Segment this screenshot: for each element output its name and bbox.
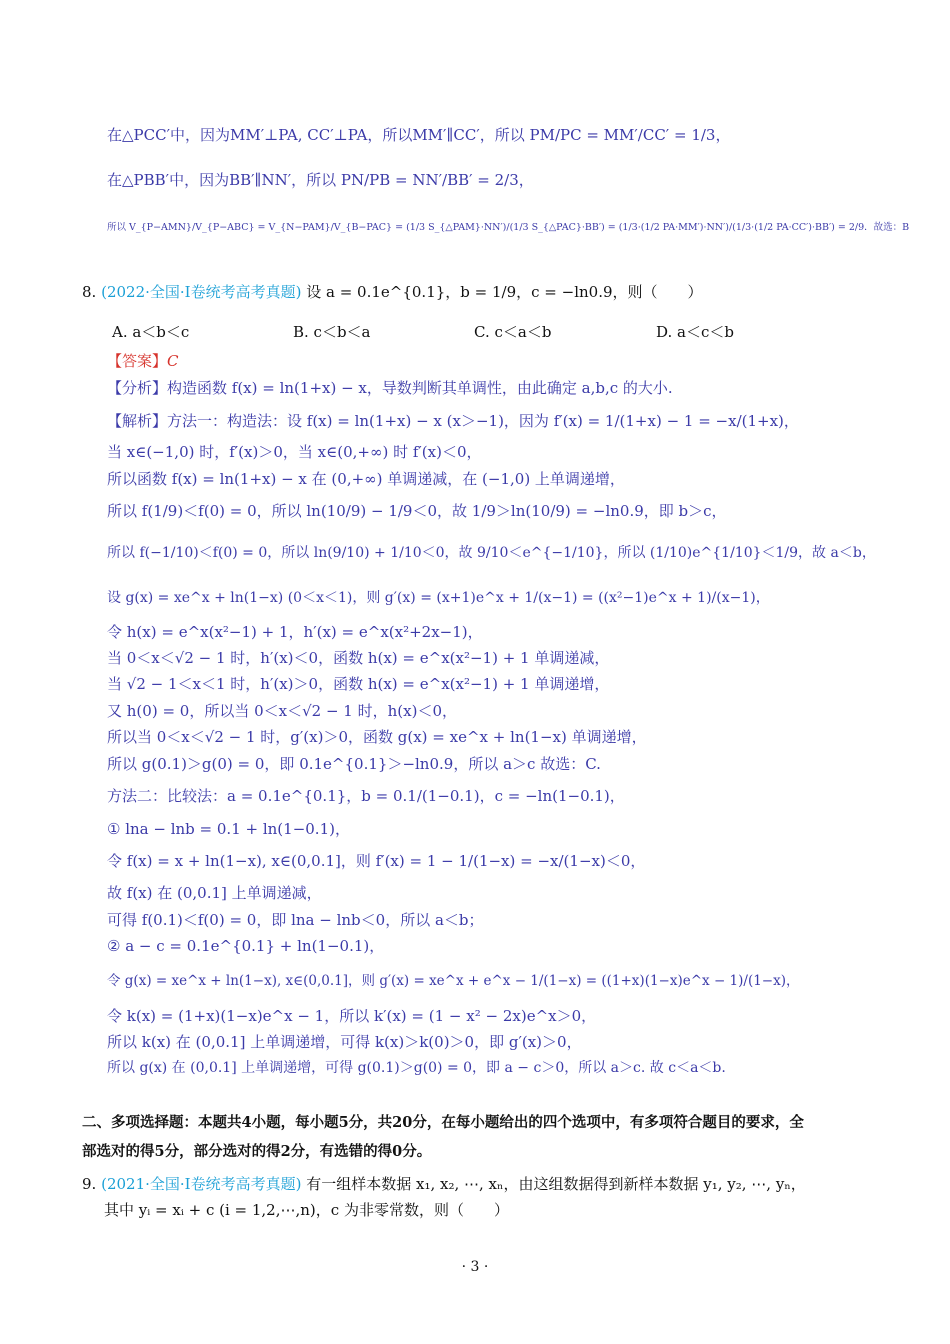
option-c: C. c＜a＜b (474, 323, 552, 341)
solution-line: 故 f(x) 在 (0,0.1] 上单调递减， (107, 884, 322, 902)
question-stem: 有一组样本数据 x₁, x₂, ⋯, xₙ，由这组数据得到新样本数据 y₁, y₂, ⋯, yₙ， (306, 1175, 806, 1193)
solution-line: 令 k(x) = (1+x)(1−x)e^x − 1，所以 k′(x) = (1 − x² − 2x)e^x＞0， (107, 1007, 597, 1025)
solution-line: 设 g(x) = xe^x + ln(1−x) (0＜x＜1)，则 g′(x) = (x+1)e^x + 1/(x−1) = ((x²−1)e^x + 1)/(x−1)， (107, 590, 770, 606)
option-d: D. a＜c＜b (656, 323, 734, 341)
question-source: (2021·全国·I卷统考高考真题) (101, 1175, 302, 1193)
solution-line: 又 h(0) = 0，所以当 0＜x＜√2 − 1 时，h(x)＜0， (107, 702, 457, 720)
solution-line: 所以 k(x) 在 (0,0.1] 上单调递增，可得 k(x)＞k(0)＞0，即 g′(x)＞0， (107, 1033, 582, 1051)
solution-line: 【解析】方法一：构造法：设 f(x) = ln(1+x) − x (x＞−1)，因为 f′(x) = 1/(1+x) − 1 = −x/(1+x)， (107, 412, 799, 430)
question-number: 9. (82, 1175, 97, 1193)
page-number: · 3 · (461, 1259, 489, 1275)
solution-line: ① lna − lnb = 0.1 + ln(1−0.1)， (107, 820, 350, 838)
solution-line: 所以 f(−1/10)＜f(0) = 0，所以 ln(9/10) + 1/10＜0，故 9/10＜e^{−1/10}，所以 (1/10)e^{1/10}＜1/9，故 a＜b， (107, 545, 876, 561)
question-number: 8. (82, 283, 97, 301)
solution-line: 可得 f(0.1)＜f(0) = 0，即 lna − lnb＜0，所以 a＜b； (107, 911, 484, 929)
solution-line: 在△PCC′中，因为MM′⊥PA, CC′⊥PA，所以MM′∥CC′，所以 PM/PC = MM′/CC′ = 1/3， (107, 126, 731, 144)
solution-line: 所以函数 f(x) = ln(1+x) − x 在 (0,+∞) 单调递减，在 (−1,0) 上单调递增， (107, 470, 625, 488)
solution-line: 所以 g(x) 在 (0,0.1] 上单调递增，可得 g(0.1)＞g(0) = 0，即 a − c＞0，所以 a＞c. 故 c＜a＜b. (107, 1060, 726, 1076)
solution-line: 所以当 0＜x＜√2 − 1 时，g′(x)＞0，函数 g(x) = xe^x + ln(1−x) 单调递增， (107, 728, 647, 746)
analysis-line: 【分析】构造函数 f(x) = ln(1+x) − x，导数判断其单调性，由此确定 a,b,c 的大小. (107, 379, 673, 397)
solution-line: 当 x∈(−1,0) 时，f′(x)＞0，当 x∈(0,+∞) 时 f′(x)＜0， (107, 443, 482, 461)
question-9 (82, 1174, 806, 1194)
solution-line: 所以 g(0.1)＞g(0) = 0，即 0.1e^{0.1}＞−ln0.9，所以 a＞c 故选：C. (107, 755, 601, 773)
solution-line: 所以 f(1/9)＜f(0) = 0，所以 ln(10/9) − 1/9＜0，故 1/9＞ln(10/9) = −ln0.9，即 b＞c， (107, 502, 727, 520)
solution-line: ② a − c = 0.1e^{0.1} + ln(1−0.1)， (107, 937, 385, 955)
question-stem-continued: 其中 yᵢ = xᵢ + c (i = 1,2,⋯,n)，c 为非零常数，则（ ） (104, 1201, 509, 1219)
solution-line: 令 h(x) = e^x(x²−1) + 1，h′(x) = e^x(x²+2x−1)， (107, 623, 483, 641)
question-source: (2022·全国·I卷统考高考真题) (101, 283, 302, 301)
question-8 (82, 282, 703, 302)
answer-value: C (167, 352, 179, 370)
solution-line: 方法二：比较法：a = 0.1e^{0.1}，b = 0.1/(1−0.1)，c = −ln(1−0.1)， (107, 787, 625, 805)
solution-line: 令 f(x) = x + ln(1−x), x∈(0,0.1]，则 f′(x) = 1 − 1/(1−x) = −x/(1−x)＜0， (107, 852, 646, 870)
option-a: A. a＜b＜c (112, 323, 190, 341)
option-b: B. c＜b＜a (293, 323, 371, 341)
section-heading: 二、多项选择题：本题共4小题，每小题5分，共20分，在每小题给出的四个选项中，有多项符合题目的要求，全 (82, 1114, 804, 1131)
answer-label: 【答案】 (107, 352, 168, 370)
question-stem: 设 a = 0.1e^{0.1}，b = 1/9，c = −ln0.9，则（ ） (306, 283, 703, 301)
answer-line (107, 351, 179, 371)
section-heading: 部选对的得5分，部分选对的得2分，有选错的得0分。 (82, 1143, 432, 1160)
solution-line: 当 √2 − 1＜x＜1 时，h′(x)＞0，函数 h(x) = e^x(x²−1) + 1 单调递增， (107, 675, 610, 693)
solution-line: 当 0＜x＜√2 − 1 时，h′(x)＜0，函数 h(x) = e^x(x²−1) + 1 单调递减， (107, 649, 610, 667)
solution-line: 令 g(x) = xe^x + ln(1−x), x∈(0,0.1]，则 g′(x) = xe^x + e^x − 1/(1−x) = ((1+x)(1−x)e^x − 1)/(1−x)， (107, 973, 800, 989)
solution-line: 所以 V_{P−AMN}/V_{P−ABC} = V_{N−PAM}/V_{B−PAC} = (1/3 S_{△PAM}·NN′)/(1/3 S_{△PAC}·BB′) = (1/3·(1/2 PA·MM′)·NN′)/(1/3·(1/2 PA·CC′)·BB′) = 2/9．故选：B (107, 222, 910, 233)
solution-line: 在△PBB′中，因为BB′∥NN′，所以 PN/PB = NN′/BB′ = 2/3， (107, 171, 534, 189)
